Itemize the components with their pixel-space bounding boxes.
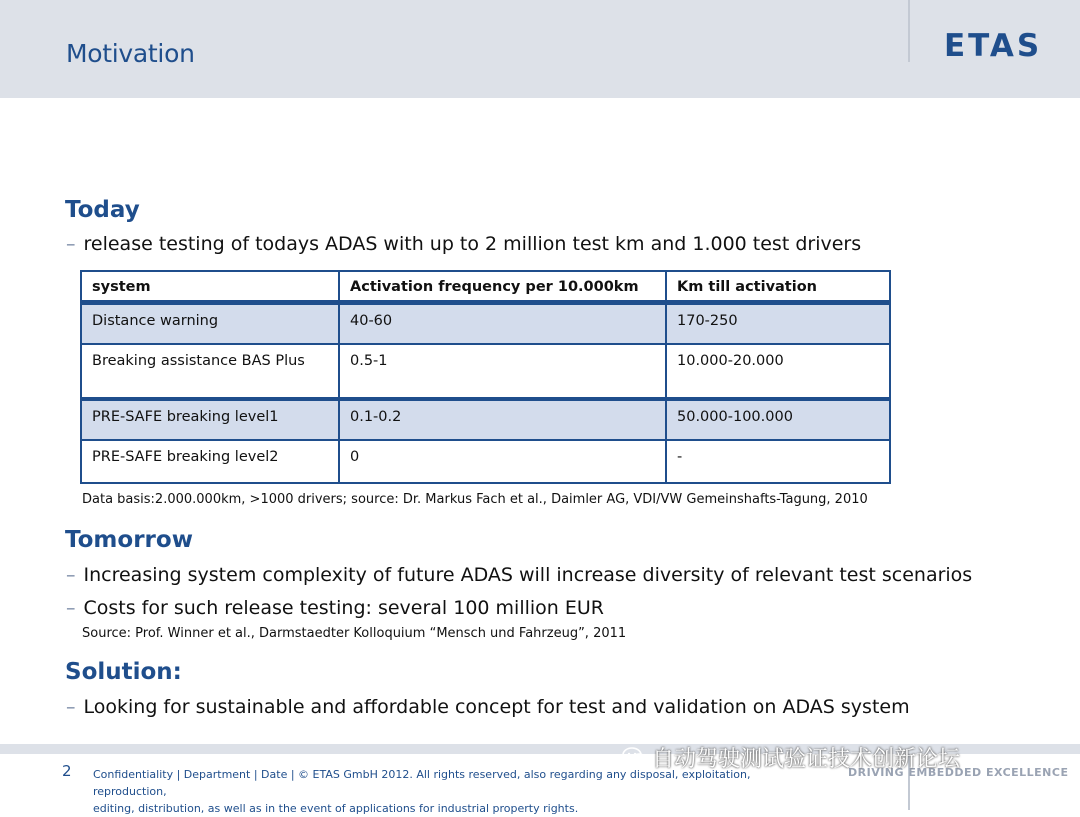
- table-header-cell: Activation frequency per 10.000km: [339, 271, 666, 303]
- table-cell: -: [666, 440, 890, 483]
- dash-icon: –: [66, 233, 76, 255]
- tomorrow-bullet-text: Costs for such release testing: several 100 million EUR: [83, 597, 604, 619]
- table-cell: PRE-SAFE breaking level2: [81, 440, 339, 483]
- footer-line-1: Confidentiality | Department | Date | © ETAS GmbH 2012. All rights reserved, also regarding any disposal, exploitation, reproduction,: [93, 768, 751, 798]
- footer-line-2: editing, distribution, as well as in the event of applications for industrial property rights.: [93, 802, 579, 815]
- today-bullet: [66, 233, 861, 255]
- footer-tagline: DRIVING EMBEDDED EXCELLENCE: [848, 766, 1069, 779]
- tomorrow-bullet-text: Increasing system complexity of future ADAS will increase diversity of relevant test scenarios: [83, 564, 973, 586]
- table-cell: 0.1-0.2: [339, 399, 666, 440]
- dash-icon: –: [66, 696, 76, 718]
- etas-logo: ETAS: [944, 28, 1043, 64]
- tomorrow-bullet: [66, 597, 604, 619]
- table-cell: 50.000-100.000: [666, 399, 890, 440]
- watermark: [622, 742, 960, 774]
- page-number: 2: [62, 762, 72, 780]
- dash-icon: –: [66, 564, 76, 586]
- wechat-icon: [622, 746, 652, 774]
- table-cell: 10.000-20.000: [666, 344, 890, 399]
- activation-table: [80, 270, 891, 484]
- slide-header: [0, 0, 1080, 98]
- table-cell: 0: [339, 440, 666, 483]
- table-row: [81, 303, 890, 345]
- solution-heading: Solution:: [65, 659, 182, 685]
- table-row: [81, 440, 890, 483]
- today-heading: Today: [65, 197, 140, 223]
- solution-bullet: [66, 696, 910, 718]
- table-header-cell: system: [81, 271, 339, 303]
- today-bullet-text: release testing of todays ADAS with up to 2 million test km and 1.000 test drivers: [83, 233, 862, 255]
- table-row: [81, 399, 890, 440]
- table-cell: 0.5-1: [339, 344, 666, 399]
- watermark-text: 自动驾驶测试验证技术创新论坛: [652, 747, 961, 772]
- header-divider: [908, 0, 910, 62]
- dash-icon: –: [66, 597, 76, 619]
- table-header-row: [81, 271, 890, 303]
- solution-bullet-text: Looking for sustainable and affordable concept for test and validation on ADAS system: [83, 696, 910, 718]
- table-header-cell: Km till activation: [666, 271, 890, 303]
- tomorrow-source: Source: Prof. Winner et al., Darmstaedter Kolloquium “Mensch und Fahrzeug”, 2011: [82, 626, 627, 641]
- tomorrow-heading: Tomorrow: [65, 527, 193, 553]
- tomorrow-bullet: [66, 564, 972, 586]
- table-cell: Breaking assistance BAS Plus: [81, 344, 339, 399]
- table-row: [81, 344, 890, 399]
- table-cell: Distance warning: [81, 303, 339, 345]
- table-cell: 40-60: [339, 303, 666, 345]
- table-data-note: Data basis:2.000.000km, >1000 drivers; source: Dr. Markus Fach et al., Daimler AG, VDI/VW Gemeinshafts-Tagung, 2010: [82, 492, 868, 507]
- table-cell: PRE-SAFE breaking level1: [81, 399, 339, 440]
- slide-title: Motivation: [66, 39, 195, 68]
- table-cell: 170-250: [666, 303, 890, 345]
